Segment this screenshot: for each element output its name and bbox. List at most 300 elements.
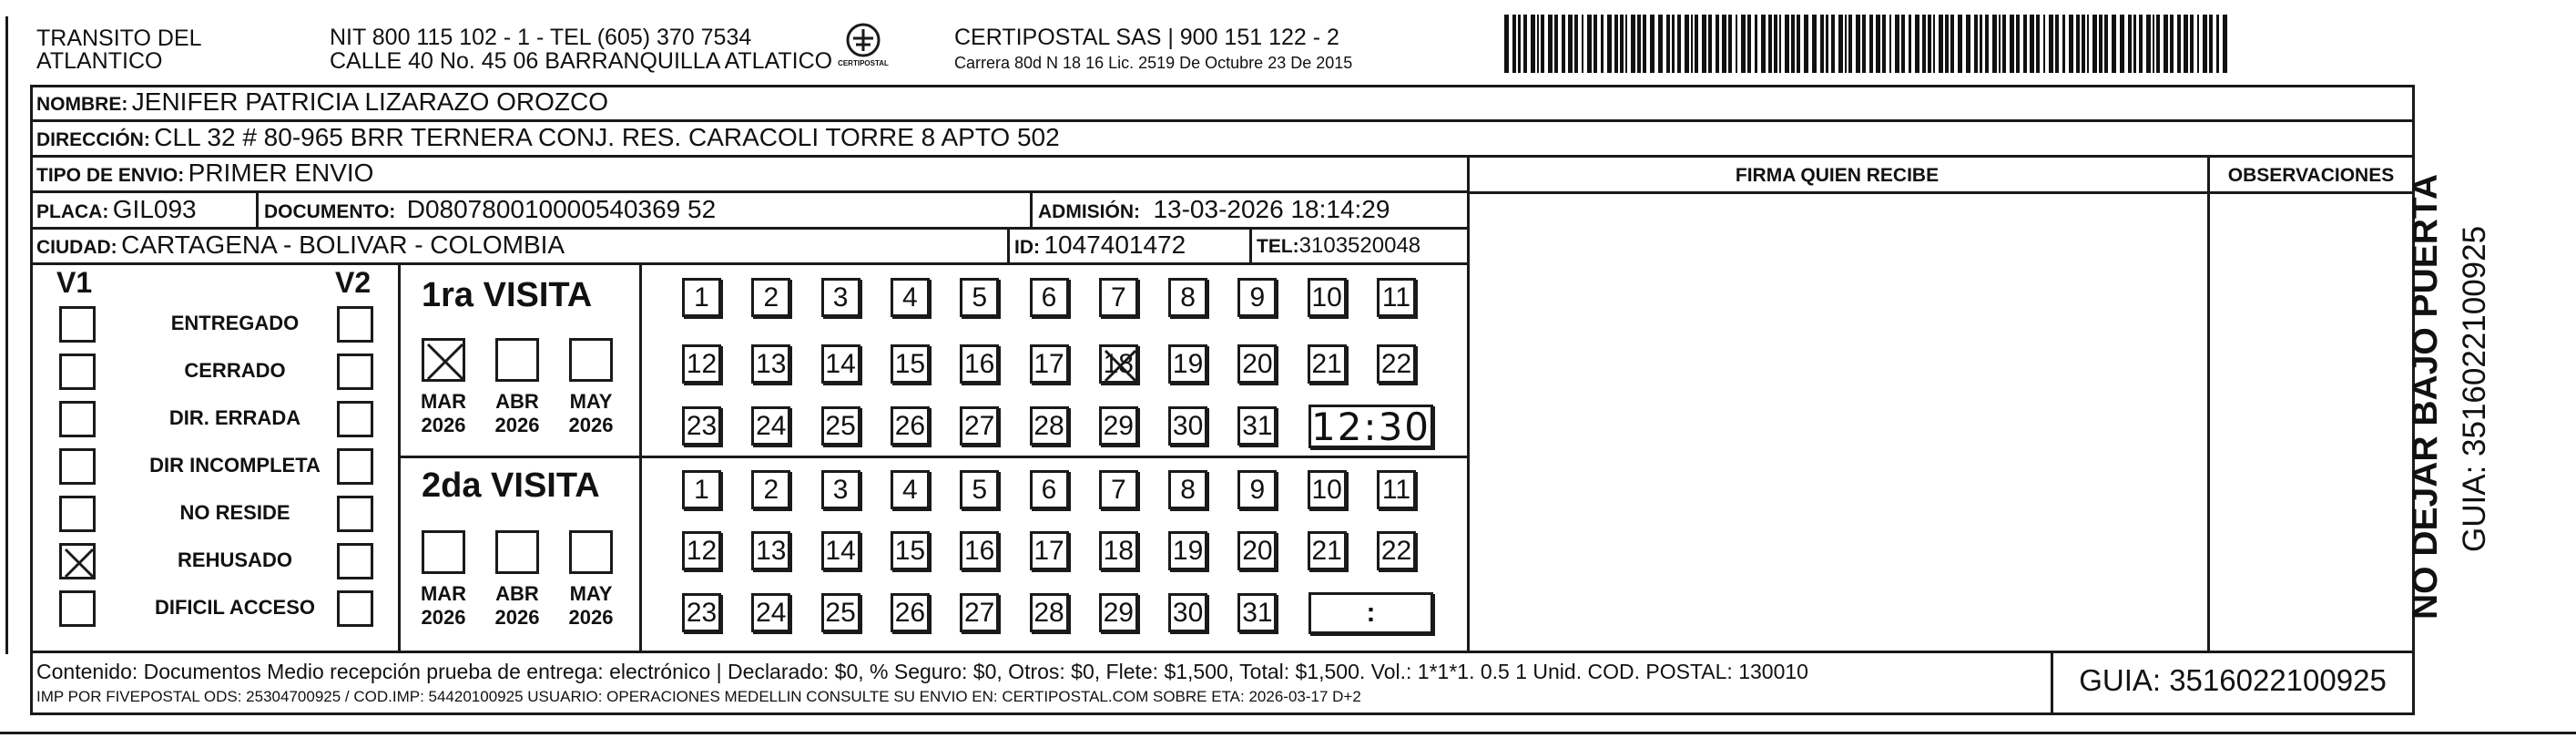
month-label	[488, 582, 546, 630]
visita1-title: 1ra VISITA	[422, 276, 593, 314]
month-checkbox[interactable]	[569, 338, 613, 382]
day-number: 4	[902, 474, 918, 505]
day-number: 17	[1033, 348, 1064, 379]
day-box[interactable]	[682, 406, 721, 446]
direccion-row	[36, 125, 1060, 150]
visita1-time-box[interactable]	[1308, 405, 1433, 448]
day-number: 14	[825, 535, 856, 566]
day-box[interactable]	[891, 406, 930, 446]
barcode-bar	[1820, 15, 1824, 73]
barcode-bar	[1831, 15, 1835, 73]
barcode-bar	[2156, 15, 2160, 73]
month-name: MAY	[569, 582, 613, 605]
barcode-bar	[1631, 15, 1635, 73]
day-number: 7	[1110, 282, 1126, 313]
day-number: 26	[894, 410, 926, 441]
day-box[interactable]	[960, 406, 999, 446]
day-number: 8	[1180, 474, 1196, 505]
visita2-title: 2da VISITA	[422, 466, 600, 505]
month-label	[414, 390, 473, 438]
nombre-label: NOMBRE:	[36, 94, 128, 115]
month-checkbox[interactable]	[495, 338, 539, 382]
day-box[interactable]	[1099, 593, 1138, 632]
day-box[interactable]	[1099, 278, 1138, 317]
barcode-bar	[1755, 15, 1757, 73]
barcode-bar	[2104, 15, 2108, 73]
day-box[interactable]	[1168, 278, 1207, 317]
day-box[interactable]	[751, 531, 790, 570]
day-box[interactable]	[891, 593, 930, 632]
barcode-bar	[1945, 15, 1949, 73]
v1-checkbox[interactable]	[59, 354, 96, 390]
barcode-bar	[2030, 15, 2034, 73]
day-box[interactable]	[682, 593, 721, 632]
barcode-bar	[2133, 15, 2136, 73]
barcode-bar	[2099, 15, 2103, 73]
nombre-row	[36, 89, 608, 115]
day-box[interactable]	[960, 593, 999, 632]
day-number: 1	[694, 474, 709, 505]
day-box[interactable]	[682, 470, 721, 509]
day-box[interactable]	[682, 344, 721, 384]
barcode-bar	[1523, 15, 1527, 73]
month-checkbox[interactable]	[569, 530, 613, 574]
day-number: 5	[972, 282, 988, 313]
day-box[interactable]	[751, 278, 790, 317]
v2-checkbox[interactable]	[337, 496, 373, 532]
day-number: 3	[832, 282, 849, 313]
barcode	[1504, 15, 2233, 73]
barcode-bar	[1512, 15, 1516, 73]
barcode-bar	[1856, 15, 1860, 73]
barcode-bar	[2087, 15, 2089, 73]
documento-label: DOCUMENTO:	[264, 201, 396, 222]
barcode-bar	[2112, 15, 2116, 73]
barcode-bar	[1928, 15, 1931, 73]
barcode-bar	[2092, 15, 2097, 73]
day-box[interactable]	[891, 278, 930, 317]
day-number: 24	[756, 410, 787, 441]
day-number: 10	[1311, 282, 1342, 313]
day-box[interactable]	[751, 344, 790, 384]
barcode-bar	[1812, 15, 1817, 73]
day-box[interactable]	[1168, 470, 1207, 509]
barcode-bar	[1992, 15, 1997, 73]
sender-name-line2: ATLANTICO	[36, 48, 163, 74]
day-number: 14	[825, 348, 856, 379]
barcode-bar	[1708, 15, 1712, 73]
v2-checkbox[interactable]	[337, 354, 373, 390]
barcode-bar	[2010, 15, 2014, 73]
placa-label: PLACA:	[36, 201, 109, 222]
day-box[interactable]	[751, 470, 790, 509]
day-box[interactable]	[891, 470, 930, 509]
day-box[interactable]	[960, 531, 999, 570]
left-edge-line	[5, 16, 8, 654]
barcode-bar	[1722, 15, 1726, 73]
barcode-bar	[1650, 15, 1655, 73]
day-box[interactable]	[1099, 406, 1138, 446]
barcode-bar	[2190, 15, 2194, 73]
barcode-bar	[1939, 15, 1943, 73]
barcode-bar	[1672, 15, 1675, 73]
day-number: 21	[1311, 348, 1342, 379]
status-label: NO RESIDE	[179, 501, 290, 524]
nombre-value: JENIFER PATRICIA LIZARAZO OROZCO	[131, 87, 609, 116]
day-number: 2	[763, 282, 779, 313]
barcode-bar	[2002, 15, 2006, 73]
day-box[interactable]	[960, 344, 999, 384]
barcode-bar	[1658, 15, 1663, 73]
barcode-bar	[1643, 15, 1646, 73]
day-box[interactable]	[821, 344, 860, 384]
day-box[interactable]	[751, 593, 790, 632]
documento-value: D080780010000540369 52	[406, 195, 717, 223]
day-number: 11	[1381, 474, 1411, 505]
status-label: DIFICIL ACCESO	[154, 596, 315, 619]
day-number: 12	[686, 535, 718, 566]
status-label: REHUSADO	[178, 548, 292, 571]
day-number: 30	[1172, 597, 1204, 628]
day-box[interactable]	[821, 531, 860, 570]
month-year: 2026	[568, 414, 614, 437]
barcode-bar	[1736, 15, 1737, 73]
barcode-bar	[1582, 15, 1583, 73]
id-row	[1014, 232, 1186, 258]
day-box[interactable]	[891, 344, 930, 384]
footer-impresion: IMP POR FIVEPOSTAL ODS: 25304700925 / COD.IMP: 54420100925 USUARIO: OPERACIONES MEDELLIN CONSULTE SU ENVIO EN: CERTIPOSTAL.COM SOBRE ETA: 2026-03-17 D+2	[36, 688, 1361, 705]
day-box[interactable]	[1168, 344, 1207, 384]
day-box[interactable]	[1237, 470, 1277, 509]
day-number: 27	[964, 597, 995, 628]
day-number: 10	[1311, 474, 1342, 505]
barcode-bar	[2049, 15, 2053, 73]
day-number: 6	[1041, 282, 1057, 313]
day-box[interactable]	[1237, 531, 1277, 570]
day-box[interactable]	[891, 531, 930, 570]
admision-row	[1038, 197, 1390, 222]
month-label	[488, 390, 546, 438]
day-box[interactable]	[1308, 531, 1347, 570]
day-box[interactable]	[1308, 344, 1347, 384]
barcode-bar	[2069, 15, 2073, 73]
tipo-label: TIPO DE ENVIO:	[36, 165, 185, 186]
day-number: 28	[1033, 597, 1064, 628]
barcode-bar	[1587, 15, 1592, 73]
day-box[interactable]	[821, 593, 860, 632]
day-box[interactable]	[1377, 278, 1416, 317]
day-number: 27	[964, 410, 995, 441]
footer-contenido: Contenido: Documentos Medio recepción prueba de entrega: electrónico | Declarado: $0, % Seguro: $0, Otros: $0, Flete: $1,500, Total: $1,500. Vol.: 1*1*1. 0.5 1 Unid. COD. POSTAL: 130010	[36, 660, 1808, 683]
side-guia: GUIA: 3516022100925	[2457, 225, 2492, 552]
month-name: MAR	[420, 582, 467, 605]
barcode-bar	[1985, 15, 1989, 73]
barcode-bar	[1933, 15, 1935, 73]
day-box[interactable]	[1308, 470, 1347, 509]
barcode-bar	[1980, 15, 1982, 73]
day-number: 23	[686, 410, 718, 441]
day-box[interactable]	[1168, 406, 1207, 446]
barcode-bar	[2197, 15, 2199, 73]
barcode-bar	[1666, 15, 1670, 73]
month-name: ABR	[495, 582, 539, 605]
month-year: 2026	[568, 606, 614, 630]
v2-checkbox[interactable]	[337, 401, 373, 437]
barcode-bar	[1685, 15, 1689, 73]
barcode-bar	[1568, 15, 1573, 73]
direccion-value: CLL 32 # 80-965 BRR TERNERA CONJ. RES. CARACOLI TORRE 8 APTO 502	[154, 123, 1060, 151]
day-box[interactable]	[821, 278, 860, 317]
day-number: 4	[902, 282, 918, 313]
v1-checkbox[interactable]	[59, 306, 96, 343]
day-box[interactable]	[1377, 531, 1416, 570]
day-box[interactable]	[960, 470, 999, 509]
barcode-bar	[2043, 15, 2045, 73]
day-number: 25	[825, 410, 856, 441]
day-box[interactable]	[821, 406, 860, 446]
v1-checkbox[interactable]	[59, 401, 96, 437]
documento-row	[264, 197, 716, 222]
sender-nit-phone: NIT 800 115 102 - 1 - TEL (605) 370 7534	[330, 25, 752, 50]
day-box[interactable]	[1237, 593, 1277, 632]
day-number: 13	[756, 348, 787, 379]
visita2-time: :	[1366, 598, 1376, 628]
ciudad-label: CIUDAD:	[36, 237, 117, 258]
month-name: MAR	[420, 390, 467, 413]
v2-checkbox[interactable]	[337, 590, 373, 627]
day-box[interactable]	[1099, 344, 1138, 384]
barcode-bar	[1895, 15, 1899, 73]
day-number: 23	[686, 597, 718, 628]
barcode-bar	[2170, 15, 2174, 73]
barcode-bar	[1562, 15, 1565, 73]
license-line: Carrera 80d N 18 16 Lic. 2519 De Octubre 23 De 2015	[954, 54, 1353, 72]
ciudad-value: CARTAGENA - BOLIVAR - COLOMBIA	[121, 231, 565, 259]
placa-value: GIL093	[112, 195, 197, 223]
day-number: 5	[972, 474, 988, 505]
barcode-bar	[2062, 15, 2065, 73]
barcode-bar	[1958, 15, 1962, 73]
day-number: 15	[894, 535, 926, 566]
day-number: 25	[825, 597, 856, 628]
observaciones-header: OBSERVACIONES	[2227, 165, 2395, 186]
company-line: CERTIPOSTAL SAS | 900 151 122 - 2	[954, 25, 1339, 50]
id-label: ID:	[1014, 237, 1040, 258]
day-number: 19	[1172, 348, 1204, 379]
barcode-bar	[2120, 15, 2124, 73]
day-box[interactable]	[821, 470, 860, 509]
firma-header: FIRMA QUIEN RECIBE	[1735, 165, 1940, 186]
day-box[interactable]	[1168, 593, 1207, 632]
barcode-bar	[2128, 15, 2132, 73]
month-name: ABR	[495, 390, 539, 413]
day-box[interactable]	[1377, 344, 1416, 384]
barcode-bar	[1761, 15, 1766, 73]
day-box[interactable]	[1030, 278, 1069, 317]
barcode-bar	[2223, 15, 2227, 73]
direccion-label: DIRECCIÓN:	[36, 129, 150, 150]
visita1-time: 12:30	[1310, 404, 1431, 449]
footer-guia: GUIA: 3516022100925	[2079, 663, 2387, 697]
day-box[interactable]	[1377, 470, 1416, 509]
id-value: 1047401472	[1044, 231, 1186, 259]
day-box[interactable]	[1030, 406, 1069, 446]
status-label: ENTREGADO	[170, 312, 300, 334]
barcode-bar	[1637, 15, 1641, 73]
v2-checkbox[interactable]	[337, 448, 373, 485]
barcode-bar	[2036, 15, 2040, 73]
barcode-bar	[1518, 15, 1521, 73]
barcode-bar	[1922, 15, 1926, 73]
barcode-bar	[1785, 15, 1789, 73]
barcode-bar	[1691, 15, 1693, 73]
barcode-bar	[1797, 15, 1800, 73]
v1-checkbox[interactable]	[59, 448, 96, 485]
v1-checkbox[interactable]	[59, 496, 96, 532]
barcode-bar	[1901, 15, 1905, 73]
barcode-bar	[1747, 15, 1751, 73]
day-number: 26	[894, 597, 926, 628]
barcode-bar	[2209, 15, 2213, 73]
month-checkbox[interactable]	[422, 338, 465, 382]
barcode-bar	[1909, 15, 1911, 73]
v2-label: V2	[335, 266, 372, 299]
barcode-bar	[1554, 15, 1558, 73]
status-label: DIR INCOMPLETA	[149, 454, 321, 477]
barcode-bar	[2023, 15, 2027, 73]
day-number: 2	[763, 474, 779, 505]
day-number: 19	[1172, 535, 1204, 566]
day-box[interactable]	[1237, 406, 1277, 446]
month-checkbox[interactable]	[495, 530, 539, 574]
day-number: 17	[1033, 535, 1064, 566]
day-box[interactable]	[1308, 278, 1347, 317]
v2-checkbox[interactable]	[337, 543, 373, 579]
barcode-bar	[1741, 15, 1746, 73]
barcode-bar	[1601, 15, 1604, 73]
day-box[interactable]	[960, 278, 999, 317]
status-label: CERRADO	[184, 359, 286, 382]
barcode-bar	[2216, 15, 2219, 73]
tipo-value: PRIMER ENVIO	[188, 159, 374, 187]
barcode-bar	[1607, 15, 1612, 73]
barcode-bar	[1574, 15, 1578, 73]
barcode-bar	[1845, 15, 1847, 73]
tel-value: 3103520048	[1298, 233, 1421, 258]
day-box[interactable]	[1030, 470, 1069, 509]
barcode-bar	[2082, 15, 2085, 73]
day-box[interactable]	[1099, 470, 1138, 509]
barcode-bar	[1774, 15, 1777, 73]
v2-checkbox[interactable]	[337, 306, 373, 343]
barcode-bar	[1716, 15, 1719, 73]
tipo-row	[36, 160, 373, 186]
day-box[interactable]	[1099, 531, 1138, 570]
day-number: 31	[1242, 597, 1273, 628]
barcode-bar	[1702, 15, 1706, 73]
barcode-bar	[1531, 15, 1535, 73]
barcode-bar	[1593, 15, 1597, 73]
status-label: DIR. ERRADA	[168, 406, 301, 429]
day-number: 18	[1103, 535, 1134, 566]
barcode-bar	[1966, 15, 1970, 73]
day-number: 11	[1381, 282, 1411, 313]
day-number: 28	[1033, 410, 1064, 441]
barcode-bar	[2203, 15, 2207, 73]
v1-label: V1	[56, 266, 93, 299]
barcode-bar	[1548, 15, 1553, 73]
barcode-bar	[1838, 15, 1843, 73]
barcode-bar	[1826, 15, 1828, 73]
barcode-bar	[1999, 15, 2001, 73]
month-year: 2026	[421, 414, 466, 437]
day-number: 29	[1103, 410, 1134, 441]
day-number: 30	[1172, 410, 1204, 441]
day-number: 7	[1110, 474, 1126, 505]
barcode-bar	[2016, 15, 2020, 73]
barcode-bar	[2177, 15, 2181, 73]
month-checkbox[interactable]	[422, 530, 465, 574]
barcode-bar	[1804, 15, 1808, 73]
day-number: 16	[964, 348, 995, 379]
barcode-bar	[1915, 15, 1919, 73]
day-number: 13	[756, 535, 787, 566]
day-number: 29	[1103, 597, 1134, 628]
v1-checkbox[interactable]	[59, 543, 96, 579]
barcode-bar	[1768, 15, 1772, 73]
barcode-bar	[1889, 15, 1891, 73]
barcode-bar	[2076, 15, 2080, 73]
day-number: 9	[1249, 474, 1266, 505]
day-number: 6	[1041, 474, 1057, 505]
barcode-bar	[1974, 15, 1978, 73]
barcode-bar	[2139, 15, 2143, 73]
day-number: 22	[1380, 535, 1412, 566]
day-box[interactable]	[1030, 593, 1069, 632]
barcode-bar	[1869, 15, 1873, 73]
certipostal-logo	[836, 20, 891, 71]
day-number: 20	[1242, 535, 1273, 566]
sender-name-line1: TRANSITO DEL	[36, 26, 202, 51]
barcode-bar	[1728, 15, 1732, 73]
tel-label: TEL:	[1257, 236, 1299, 257]
day-box[interactable]	[751, 406, 790, 446]
day-box[interactable]	[1168, 531, 1207, 570]
barcode-bar	[1695, 15, 1698, 73]
barcode-bar	[1625, 15, 1627, 73]
barcode-bar	[1791, 15, 1795, 73]
month-label	[562, 582, 620, 630]
tel-row	[1257, 235, 1420, 257]
month-name: MAY	[569, 390, 613, 413]
day-box[interactable]	[1237, 278, 1277, 317]
placa-row	[36, 197, 197, 222]
barcode-bar	[1620, 15, 1624, 73]
day-box[interactable]	[1030, 531, 1069, 570]
day-box[interactable]	[682, 278, 721, 317]
visita2-time-box[interactable]	[1308, 592, 1433, 634]
day-box[interactable]	[1030, 344, 1069, 384]
barcode-bar	[1614, 15, 1618, 73]
barcode-bar	[2164, 15, 2168, 73]
day-number: 22	[1380, 348, 1412, 379]
day-box[interactable]	[682, 531, 721, 570]
day-box[interactable]	[1237, 344, 1277, 384]
day-number: 21	[1311, 535, 1342, 566]
barcode-bar	[1876, 15, 1880, 73]
day-number: 16	[964, 535, 995, 566]
v1-checkbox[interactable]	[59, 590, 96, 627]
